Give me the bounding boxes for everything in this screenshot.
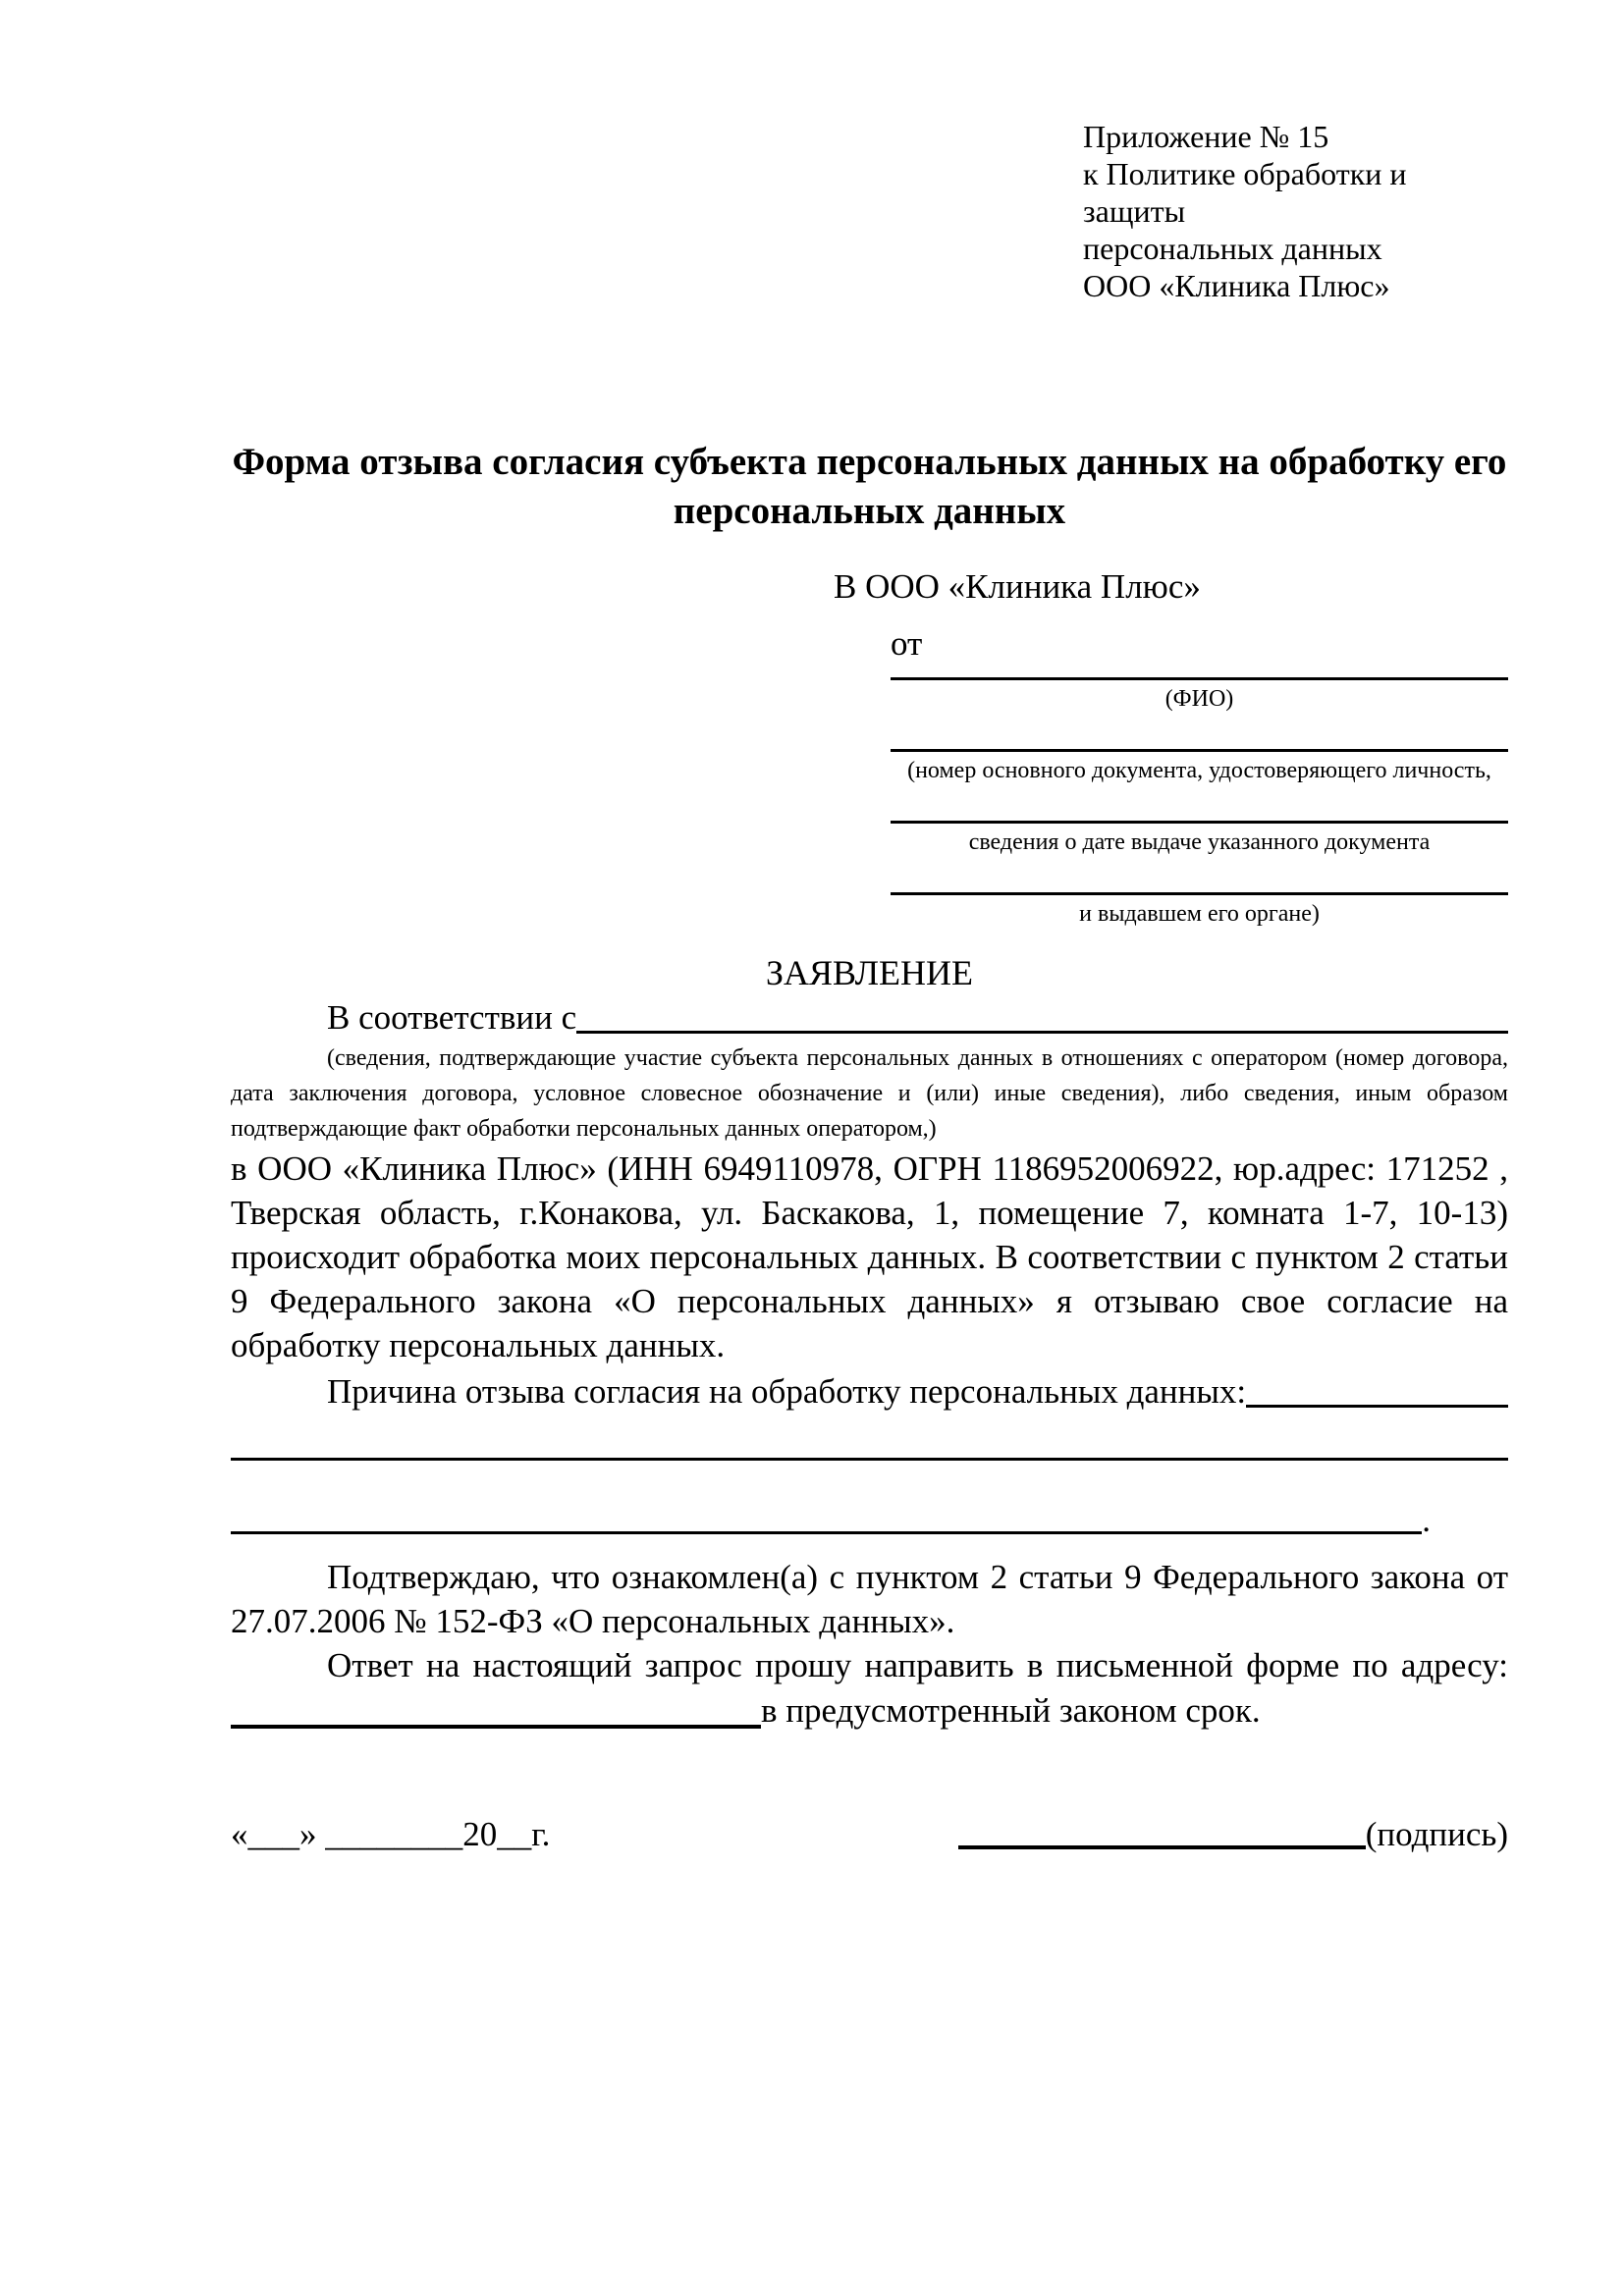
appendix-note-line: ООО «Клиника Плюс» bbox=[1083, 268, 1390, 303]
reason-blank-line-2 bbox=[231, 1458, 1508, 1461]
addressee-block bbox=[834, 565, 1508, 929]
fio-caption: (ФИО) bbox=[1164, 686, 1234, 712]
reply-request-text: Ответ на настоящий запрос прошу направить в письменной форме по адресу: bbox=[327, 1646, 1508, 1684]
reply-address-blank-line bbox=[231, 1687, 761, 1729]
issuing-authority-caption: и выдавшем его органе) bbox=[1079, 901, 1320, 927]
reason-row bbox=[231, 1369, 1508, 1415]
basis-blank-line bbox=[576, 995, 1508, 1034]
signature-group bbox=[958, 1813, 1508, 1856]
appendix-note-line: персональных данных bbox=[1083, 231, 1382, 266]
document-number-caption: (номер основного документа, удостоверяющего личность, bbox=[907, 758, 1491, 783]
reply-deadline-text: в предусмотренный законом срок. bbox=[761, 1691, 1261, 1730]
statement-heading: ЗАЯВЛЕНИЕ bbox=[765, 953, 974, 992]
basis-row bbox=[231, 995, 1508, 1041]
statement-body: в ООО «Клиника Плюс» (ИНН 6949110978, ОГРН 1186952006922, юр.адрес: 171252 , Тверская область, г.Конакова, ул. Баскакова, 1, помещение 7, комната 1-7, 10-13) происходит обработка моих персональных данных. В соответствии с пунктом 2 статьи 9 Федерального закона «О персональных данных» я отзываю свое согласие на обработку персональных данных. bbox=[231, 1149, 1508, 1364]
reason-blank-line-3 bbox=[231, 1500, 1422, 1534]
appendix-note-line: к Политике обработки и защиты bbox=[1083, 156, 1407, 229]
signature-blank-line bbox=[958, 1845, 1366, 1849]
appendix-note bbox=[1083, 118, 1508, 304]
addressee-organization: В ООО «Клиника Плюс» bbox=[834, 567, 1201, 606]
issue-date-caption: сведения о дате выдаче указанного документа bbox=[968, 829, 1431, 855]
signature-caption: (подпись) bbox=[1365, 1815, 1508, 1853]
reason-blank-line bbox=[1246, 1369, 1508, 1408]
date-placeholder: «___» ________20__г. bbox=[231, 1815, 551, 1853]
reason-terminator: . bbox=[1422, 1501, 1431, 1539]
appendix-note-line: Приложение № 15 bbox=[1083, 119, 1329, 154]
document-title: Форма отзыва согласия субъекта персональных данных на обработку его персональных данных bbox=[232, 441, 1507, 532]
confirmation-paragraph: Подтверждаю, что ознакомлен(а) с пунктом 2 статьи 9 Федерального закона от 27.07.2006 № 152-ФЗ «О персональных данных». bbox=[231, 1558, 1508, 1640]
signature-row bbox=[231, 1813, 1508, 1856]
basis-prefix: В соответствии с bbox=[327, 998, 577, 1037]
reason-label: Причина отзыва согласия на обработку персональных данных: bbox=[327, 1372, 1247, 1411]
from-label: от bbox=[891, 624, 923, 663]
reply-address-row bbox=[231, 1687, 1508, 1735]
basis-footnote: (сведения, подтверждающие участие субъекта персональных данных в отношениях с оператором (номер договора, дата заключения договора, условное словесное обозначение и (или) иные сведения), либо сведения, иным образом подтверждающие факт обработки персональных данных оператором,) bbox=[231, 1045, 1508, 1142]
reason-blank-row-3 bbox=[231, 1500, 1431, 1541]
